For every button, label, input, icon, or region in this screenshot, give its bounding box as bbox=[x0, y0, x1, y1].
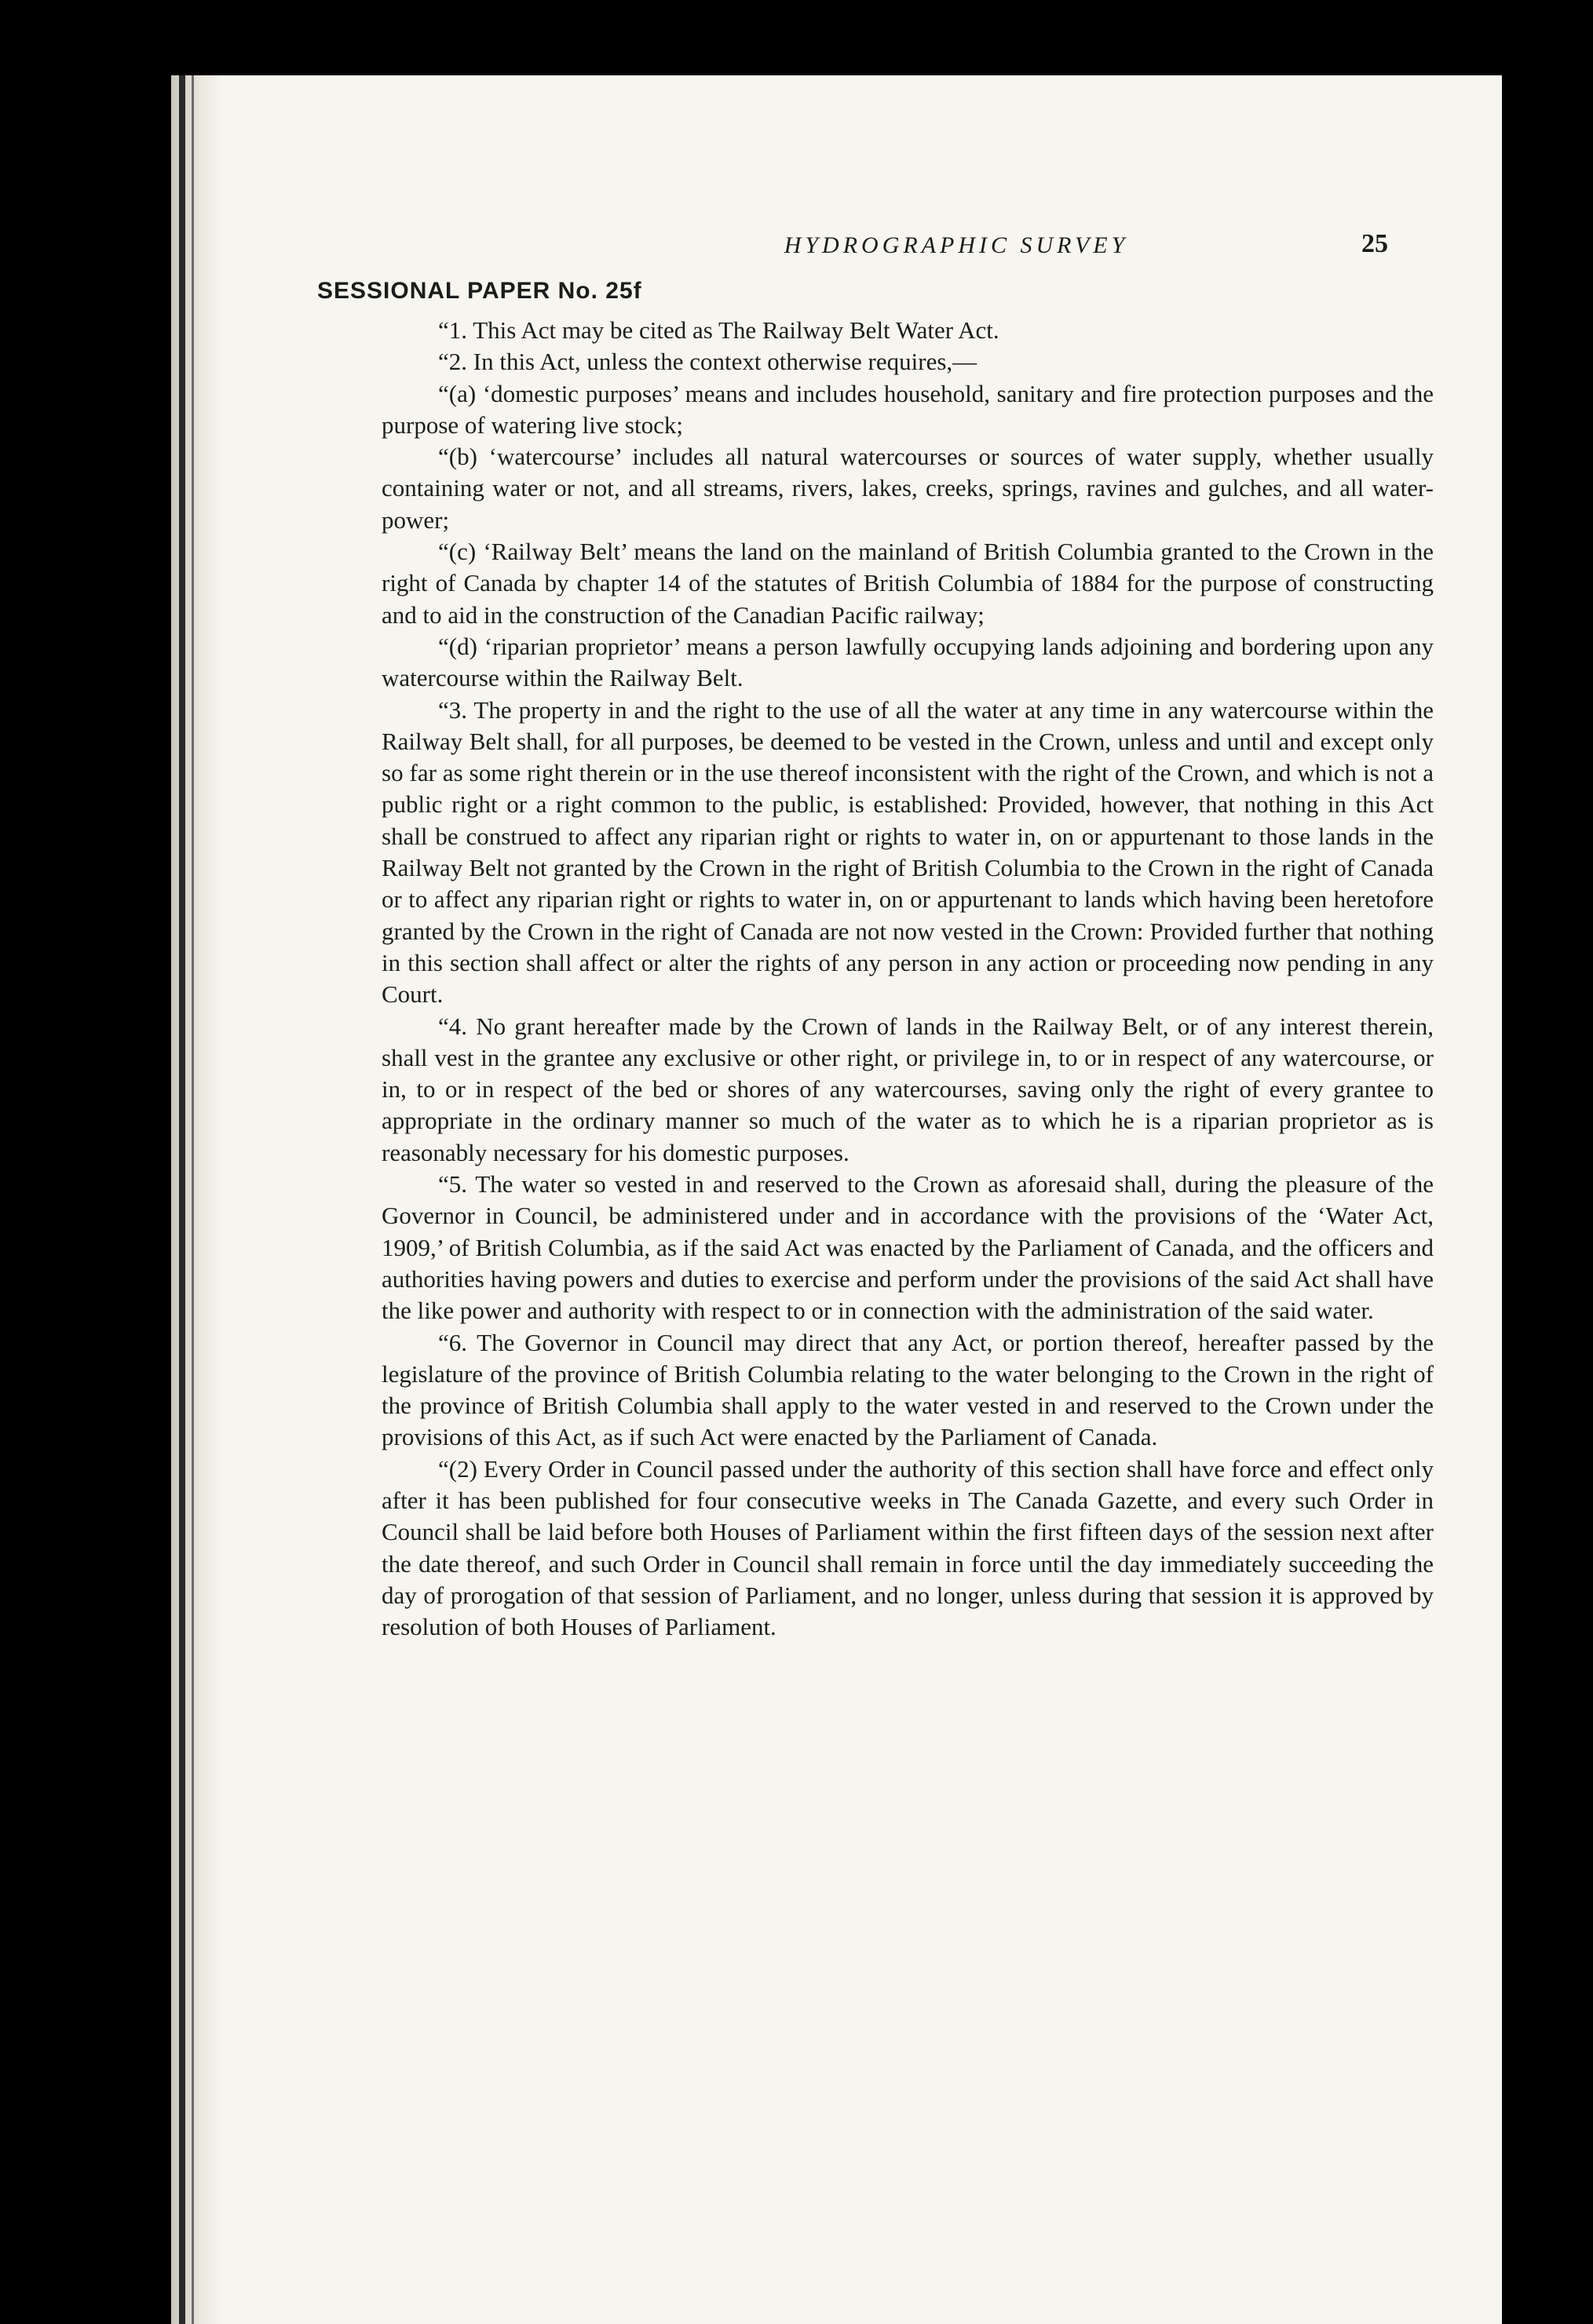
definition-d-paragraph: “(d) ‘riparian proprietor’ means a person lawfully occupying lands adjoining and bordering upon any watercourse within the Railway Belt. bbox=[382, 632, 1434, 692]
section-6-2-paragraph: “(2) Every Order in Council passed under the authority of this section shall have force and effect only after it has been published for four consecutive weeks in The Canada Gazette, and every such Order in Council shall be laid before both Houses of Parliament within the first fifteen days of the session next after the date thereof, and such Order in Council shall remain in force until the day immediately succeeding the day of prorogation of that session of Parliament, and no longer, unless during that session it is approved by resolution of both Houses of Parliament. bbox=[382, 1454, 1434, 1641]
definition-c-paragraph: “(c) ‘Railway Belt’ means the land on the mainland of British Columbia granted to the Crown in the right of Canada by chapter 14 of the statutes of British Columbia of 1884 for the purpose of constructing and to aid in the construction of the Canadian Pacific railway; bbox=[382, 538, 1434, 629]
page-number: 25 bbox=[1361, 229, 1388, 258]
section-6-paragraph: “6. The Governor in Council may direct that any Act, or portion thereof, hereafter passed by the legislature of the province of British Columbia relating to the water belonging to the Crown in the right of the province of British Columbia shall apply to the water vested in and reserved to the Crown under the provisions of this Act, as if such Act were enacted by the Parliament of Canada. bbox=[382, 1328, 1434, 1451]
binding-edge-line bbox=[179, 75, 185, 2324]
section-5-paragraph: “5. The water so vested in and reserved to the Crown as aforesaid shall, during the pleasure of the Governor in Council, be administered under and in accordance with the provisions of the ‘Water Act, 1909,’ of British Columbia, as if the said Act was enacted by the Parliament of Canada, and the officers and authorities having powers and duties to exercise and perform under the provisions of the said Act shall have the like power and authority with respect to or in connection with the administration of the said water. bbox=[382, 1170, 1434, 1325]
definition-a-paragraph: “(a) ‘domestic purposes’ means and includes household, sanitary and fire protection purposes and the purpose of watering live stock; bbox=[382, 379, 1434, 439]
section-4-paragraph: “4. No grant hereafter made by the Crown of lands in the Railway Belt, or of any interest therein, shall vest in the grantee any exclusive or other right, or privilege in, to or in respect of any watercourse, or in, to or in respect of the bed or shores of any watercourses, saving only the right of every grantee to appropriate in the ordinary manner so much of the water as to which he is a riparian proprietor as is reasonably necessary for his domestic purposes. bbox=[382, 1012, 1434, 1166]
section-2-paragraph: “2. In this Act, unless the context otherwise requires,— bbox=[438, 348, 977, 376]
section-1-paragraph: “1. This Act may be cited as The Railway Belt Water Act. bbox=[438, 316, 999, 344]
section-3-paragraph: “3. The property in and the right to the use of all the water at any time in any watercourse within the Railway Belt shall, for all purposes, be deemed to be vested in the Crown, unless and until and except only so far as some right therein or in the use thereof inconsistent with the right of the Crown, and which is not a public right or a right common to the public, is established: Provided, however, that nothing in this Act shall be construed to affect any riparian right or rights to water in, on or appurtenant to those lands in the Railway Belt not granted by the Crown in the right of British Columbia to the Crown in the right of Canada or to affect any riparian right or rights to water in, on or appurtenant to lands which having been heretofore granted by the Crown in the right of Canada are not now vested in the Crown: Provided further that nothing in this section shall affect or alter the rights of any person in any action or proceeding now pending in any Court. bbox=[382, 695, 1434, 1009]
running-head-title: HYDROGRAPHIC SURVEY bbox=[784, 232, 1129, 258]
sessional-paper-label: SESSIONAL PAPER No. 25f bbox=[317, 278, 642, 304]
act-body-text bbox=[382, 315, 1434, 1643]
binding-inner-line bbox=[192, 75, 194, 2324]
definition-b-paragraph: “(b) ‘watercourse’ includes all natural watercourses or sources of water supply, whether usually containing water or not, and all streams, rivers, lakes, creeks, springs, ravines and gulches, and all water-power; bbox=[382, 443, 1434, 534]
scanned-page bbox=[171, 75, 1502, 2324]
